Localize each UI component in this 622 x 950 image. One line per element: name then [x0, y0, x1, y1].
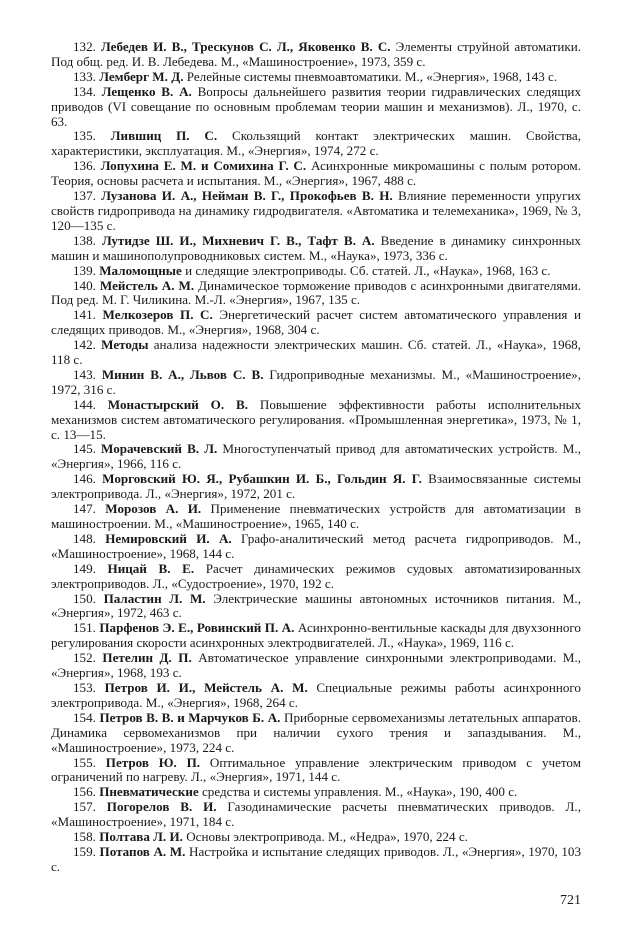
reference-text: Основы электропривода. М., «Недра», 1970, 224 с.: [186, 829, 468, 845]
reference-text: Скользящий контакт электрических машин. Свойства, характеристики, эксплуатация. М., «Энергия», 1974, 272 с.: [51, 128, 581, 159]
reference-authors: Мейстель А. М.: [99, 277, 195, 293]
reference-text: Оптимальное управление электрическим приводом с учетом ограничений по нагреву. Л., «Энергия», 1971, 144 с.: [51, 754, 582, 785]
reference-text: Релейные системы пневмоавтоматики. М., «Энергия», 1968, 143 с.: [186, 68, 558, 84]
reference-entry: [51, 234, 581, 264]
reference-number: 150.: [73, 590, 96, 606]
reference-authors: Петров Ю. П.: [105, 754, 201, 770]
reference-authors: Пневматические: [99, 784, 199, 800]
reference-text: и следящие электроприводы. Сб. статей. Л., «Наука», 1968, 163 с.: [185, 262, 551, 278]
reference-text: Асинхронные микромашины с полым ротором. Теория, основы расчета и испытания. М., «Энергия», 1967, 488 с.: [51, 158, 581, 189]
reference-entry: [51, 442, 581, 472]
reference-authors: Лемберг М. Д.: [99, 68, 184, 84]
reference-entry: [51, 845, 581, 875]
reference-number: 148.: [73, 530, 96, 546]
reference-entry: [51, 129, 581, 159]
reference-authors: Паластин Л. М.: [103, 590, 206, 606]
reference-entry: [51, 502, 581, 532]
reference-entry: [51, 472, 581, 502]
reference-authors: Потапов А. М.: [99, 843, 186, 859]
reference-entry: [51, 279, 581, 309]
reference-text: Динамическое торможение приводов с асинхронными двигателями. Под ред. М. Г. Чиликина. М.-Л. «Энергия», 1967, 135 с.: [51, 277, 581, 308]
reference-entry: [51, 562, 581, 592]
reference-number: 147.: [73, 501, 96, 517]
reference-entry: [51, 830, 581, 845]
reference-text: Настройка и испытание следящих приводов. Л., «Энергия», 1970, 103 с.: [51, 843, 581, 874]
reference-number: 132.: [73, 39, 96, 54]
reference-text: Многоступенчатый привод для автоматических устройств. М., «Энергия», 1966, 116 с.: [51, 441, 581, 472]
reference-authors: Морозов А. И.: [105, 501, 202, 517]
reference-authors: Лившиц П. С.: [110, 128, 218, 144]
reference-entry: [51, 756, 581, 786]
reference-authors: Морачевский В. Л.: [101, 441, 218, 457]
reference-number: 143.: [73, 366, 96, 382]
reference-number: 135.: [73, 128, 96, 144]
reference-authors: Маломощные: [99, 262, 182, 278]
reference-entry: [51, 40, 581, 70]
page-number: 721: [560, 893, 581, 908]
reference-authors: Мелкозеров П. С.: [102, 307, 213, 323]
reference-authors: Немировский И. А.: [105, 530, 232, 546]
reference-number: 152.: [73, 650, 96, 666]
reference-number: 138.: [73, 232, 96, 248]
reference-text: анализа надежности электрических машин. Сб. статей. Л., «Наука», 1968, 118 с.: [51, 337, 582, 368]
reference-number: 154.: [73, 709, 96, 725]
reference-authors: Петров И. И., Мейстель А. М.: [104, 679, 308, 695]
reference-text: Расчет динамических режимов судовых автоматизированных электроприводов. Л., «Судостроение», 1970, 192 с.: [51, 560, 581, 591]
reference-text: Асинхронно-вентильные каскады для двухзонного регулирования скорости асинхронных электродвигателей. Л., «Наука», 1969, 116 с.: [51, 620, 581, 651]
reference-number: 133.: [73, 68, 96, 84]
reference-authors: Парфенов Э. Е., Ровинский П. А.: [99, 620, 295, 636]
reference-entry: [51, 368, 581, 398]
reference-text: Графо-аналитический метод расчета гидроприводов. М., «Машиностроение», 1968, 144 с.: [51, 530, 582, 561]
reference-number: 155.: [73, 754, 96, 770]
reference-entry: [51, 621, 581, 651]
reference-number: 153.: [73, 679, 96, 695]
reference-entry: [51, 681, 581, 711]
reference-entry: [51, 189, 581, 234]
reference-text: Введение в динамику синхронных машин и машинополупроводниковых систем. М., «Наука», 1973, 336 с.: [51, 232, 581, 263]
reference-text: Автоматическое управление синхронными электроприводами. М., «Энергия», 1968, 193 с.: [51, 650, 581, 681]
reference-entry: [51, 264, 581, 279]
reference-text: Повышение эффективности работы исполнительных механизмов систем автоматического регулирования. «Промышленная энергетика», 1973, № 1, с. 13—15.: [51, 396, 582, 442]
reference-authors: Монастырский О. В.: [107, 396, 249, 412]
reference-entry: [51, 800, 581, 830]
reference-number: 145.: [73, 441, 96, 457]
reference-entry: [51, 651, 581, 681]
reference-text: Специальные режимы работы асинхронного электропривода. М., «Энергия», 1968, 264 с.: [51, 679, 581, 710]
reference-text: Гидроприводные механизмы. М., «Машиностроение», 1972, 316 с.: [51, 366, 581, 397]
reference-text: Взаимосвязанные системы электропривода. Л., «Энергия», 1972, 201 с.: [51, 471, 581, 502]
reference-number: 139.: [73, 262, 96, 278]
reference-number: 157.: [73, 799, 96, 815]
reference-text: Применение пневматических устройств для автоматизации в машиностроении. М., «Машиностроение», 1965, 140 с.: [51, 501, 581, 531]
reference-number: 146.: [73, 471, 96, 487]
reference-text: Вопросы дальнейшего развития теории гидравлических следящих приводов (VI совещание по основным проблемам теории машин и механизмов). Л., 1970, с. 63.: [51, 83, 581, 129]
reference-number: 142.: [73, 337, 96, 353]
bibliography-list: [51, 40, 581, 875]
reference-authors: Погорелов В. И.: [106, 799, 217, 815]
reference-entry: [51, 159, 581, 189]
reference-authors: Лебедев И. В., Трескунов С. Л., Яковенко В. С.: [101, 39, 391, 54]
reference-number: 136.: [73, 158, 96, 174]
reference-authors: Ницай В. Е.: [107, 560, 195, 576]
reference-text: Приборные сервомеханизмы летательных аппаратов. Динамика сервомеханизмов при наличии сухого трения и запаздывания. М., «Машиностроение», 1973, 224 с.: [51, 709, 581, 755]
reference-number: 134.: [73, 83, 96, 99]
reference-authors: Лещенко В. А.: [101, 83, 192, 99]
reference-entry: [51, 785, 581, 800]
reference-authors: Лузанова И. А., Нейман В. Г., Прокофьев В. Н.: [101, 188, 393, 204]
reference-authors: Морговский Ю. Я., Рубашкин И. Б., Гольдин Я. Г.: [102, 471, 422, 487]
reference-authors: Полтава Л. И.: [99, 829, 183, 845]
reference-number: 144.: [73, 396, 96, 412]
reference-text: Влияние переменности упругих свойств гидропривода на динамику гидродвигателя. «Автоматика и телемеханика», 1969, № 3, 120—135 с.: [51, 188, 581, 233]
reference-authors: Методы: [101, 337, 149, 353]
reference-text: Электрические машины автономных источников питания. М., «Энергия», 1972, 463 с.: [51, 590, 581, 621]
reference-number: 140.: [73, 277, 96, 293]
reference-number: 141.: [73, 307, 96, 323]
reference-authors: Лопухина Е. М. и Сомихина Г. С.: [100, 158, 307, 174]
reference-entry: [51, 70, 581, 85]
reference-entry: [51, 338, 581, 368]
reference-authors: Петров В. В. и Марчуков Б. А.: [99, 709, 281, 725]
reference-number: 159.: [73, 843, 96, 859]
reference-text: Газодинамические расчеты пневматических приводов. Л., «Машиностроение», 1971, 184 с.: [51, 799, 581, 830]
reference-number: 149.: [73, 560, 96, 576]
reference-authors: Петелин Д. П.: [102, 650, 192, 666]
reference-entry: [51, 592, 581, 622]
reference-authors: Минин В. А., Львов С. В.: [101, 366, 264, 382]
reference-text: Энергетический расчет систем автоматического управления и следящих приводов. М., «Энергия», 1968, 304 с.: [51, 307, 582, 338]
reference-text: Элементы струйной автоматики. Под общ. ред. И. В. Лебедева. М., «Машиностроение», 1973, 359 с.: [51, 39, 581, 69]
reference-entry: [51, 308, 581, 338]
reference-text: средства и системы управления. М., «Наука», 190, 400 с.: [201, 784, 518, 800]
reference-entry: [51, 532, 581, 562]
reference-number: 156.: [73, 784, 96, 800]
reference-number: 158.: [73, 829, 96, 845]
reference-number: 151.: [73, 620, 96, 636]
reference-authors: Лутидзе Ш. И., Михневич Г. В., Тафт В. А.: [101, 232, 375, 248]
reference-number: 137.: [73, 188, 96, 204]
reference-entry: [51, 398, 581, 443]
reference-entry: [51, 85, 581, 130]
reference-entry: [51, 711, 581, 756]
